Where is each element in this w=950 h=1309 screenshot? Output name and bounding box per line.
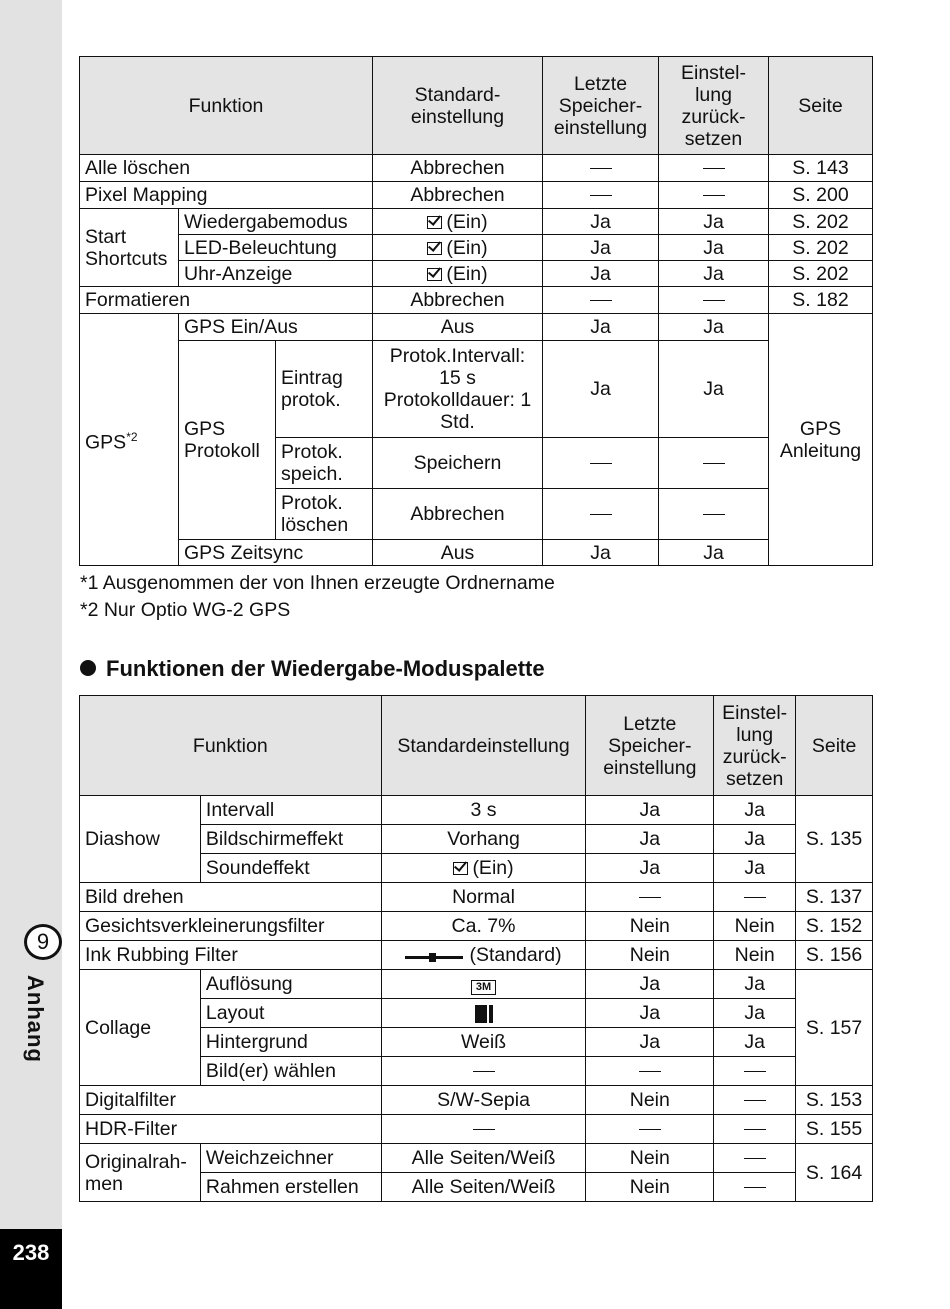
- row-reset: Ja: [659, 314, 769, 341]
- table-row: [80, 155, 873, 182]
- footnote-1: *1 Ausgenommen der von Ihnen erzeugte Ordnername: [80, 572, 555, 594]
- dash-mark: [703, 300, 725, 301]
- row-default: (Ein): [446, 236, 488, 259]
- dash-mark: [703, 195, 725, 196]
- table-row: [80, 1086, 873, 1115]
- row-default: Abbrechen: [373, 489, 543, 540]
- table-row: [80, 970, 873, 999]
- row-reset: Ja: [714, 825, 796, 854]
- row-memory: Ja: [543, 540, 659, 566]
- checkbox-icon: [427, 268, 442, 281]
- dash-mark: [744, 897, 766, 898]
- dash-mark: [639, 1071, 661, 1072]
- header-memory: Letzte Speicher-einstellung: [543, 57, 659, 155]
- settings-table-1: [79, 56, 873, 566]
- table-row: [80, 796, 873, 825]
- dash-mark: [639, 1129, 661, 1130]
- row-page: S. 137: [796, 883, 873, 912]
- row-memory: Ja: [586, 796, 714, 825]
- row-default: Abbrechen: [373, 182, 543, 209]
- row-memory: Ja: [543, 209, 659, 235]
- row-reset: Ja: [659, 209, 769, 235]
- row-memory: Ja: [543, 235, 659, 261]
- row-memory: Ja: [586, 825, 714, 854]
- row-name: Ink Rubbing Filter: [80, 941, 382, 970]
- row-name: Wiedergabemodus: [179, 209, 373, 235]
- chapter-number: 9: [24, 924, 62, 960]
- resolution-3m-icon: 3M: [471, 980, 496, 995]
- table-row: [80, 235, 873, 261]
- row-page: S. 156: [796, 941, 873, 970]
- row-default: Alle Seiten/Weiß: [381, 1144, 586, 1173]
- slider-icon: [405, 950, 463, 962]
- row-default: Normal: [381, 883, 586, 912]
- row-name: GPS Ein/Aus: [179, 314, 373, 341]
- section-heading: Funktionen der Wiedergabe-Moduspalette: [80, 656, 545, 682]
- row-memory: Ja: [586, 854, 714, 883]
- row-name: HDR-Filter: [80, 1115, 382, 1144]
- row-default: Abbrechen: [373, 287, 543, 314]
- row-name: Gesichtsverkleinerungsfilter: [80, 912, 382, 941]
- header-default: Standardeinstellung: [381, 696, 586, 796]
- row-name: Uhr-Anzeige: [179, 261, 373, 287]
- group-originalrahmen: Originalrah-men: [80, 1144, 201, 1202]
- row-name: Layout: [200, 999, 381, 1028]
- table-row: [80, 540, 873, 566]
- row-reset: Ja: [659, 540, 769, 566]
- row-name: Pixel Mapping: [80, 182, 373, 209]
- table-row: [80, 341, 873, 438]
- checkbox-icon: [453, 862, 468, 875]
- settings-table-2: [79, 695, 873, 1202]
- footnote-2: *2 Nur Optio WG-2 GPS: [80, 599, 291, 621]
- row-reset: Ja: [659, 235, 769, 261]
- row-memory: Nein: [586, 1144, 714, 1173]
- header-function: Funktion: [80, 696, 382, 796]
- row-name: Rahmen erstellen: [200, 1173, 381, 1202]
- page-number: 238: [12, 1240, 50, 1265]
- row-name: Hintergrund: [200, 1028, 381, 1057]
- group-gps: GPS$^{*2}$: [80, 314, 179, 566]
- row-page: S. 202: [769, 261, 873, 287]
- row-reset: Ja: [714, 970, 796, 999]
- group-start-shortcuts: Start Shortcuts: [80, 209, 179, 287]
- row-default: Speichern: [373, 438, 543, 489]
- header-function: Funktion: [80, 57, 373, 155]
- row-page: S. 157: [796, 970, 873, 1086]
- row-memory: Nein: [586, 912, 714, 941]
- row-default: Aus: [373, 540, 543, 566]
- row-name: Alle löschen: [80, 155, 373, 182]
- header-default: Standard-einstellung: [373, 57, 543, 155]
- header-reset: Einstel-lung zurück-setzen: [659, 57, 769, 155]
- row-page: S. 164: [796, 1144, 873, 1202]
- row-reset: Ja: [714, 854, 796, 883]
- row-memory: Ja: [543, 314, 659, 341]
- table-row: [80, 912, 873, 941]
- row-default: Alle Seiten/Weiß: [381, 1173, 586, 1202]
- group-gps-protokoll: GPS Protokoll: [179, 341, 276, 540]
- row-default: (Standard): [469, 944, 562, 966]
- row-default: Protok.Intervall: 15 s Protokolldauer: 1 Std.: [373, 341, 543, 438]
- dash-mark: [590, 514, 612, 515]
- row-page: S. 182: [769, 287, 873, 314]
- header-memory: Letzte Speicher-einstellung: [586, 696, 714, 796]
- row-memory: Ja: [543, 261, 659, 287]
- row-memory: Nein: [586, 1086, 714, 1115]
- table-row: [80, 182, 873, 209]
- dash-mark: [590, 300, 612, 301]
- row-page: S. 155: [796, 1115, 873, 1144]
- row-default: Aus: [373, 314, 543, 341]
- row-reset: Ja: [714, 796, 796, 825]
- dash-mark: [744, 1158, 766, 1159]
- row-name: Soundeffekt: [200, 854, 381, 883]
- row-default: Weiß: [381, 1028, 586, 1057]
- table-row: [80, 941, 873, 970]
- group-diashow: Diashow: [80, 796, 201, 883]
- table-row: [80, 209, 873, 235]
- dash-mark: [744, 1100, 766, 1101]
- dash-mark: [473, 1071, 495, 1072]
- row-page: S. 202: [769, 235, 873, 261]
- checkbox-icon: [427, 216, 442, 229]
- group-collage: Collage: [80, 970, 201, 1086]
- row-name: Protok. speich.: [276, 438, 373, 489]
- dash-mark: [590, 463, 612, 464]
- row-memory: Ja: [586, 970, 714, 999]
- dash-mark: [744, 1071, 766, 1072]
- table-row: [80, 314, 873, 341]
- header-page: Seite: [796, 696, 873, 796]
- row-name: Bild(er) wählen: [200, 1057, 381, 1086]
- row-page: S. 153: [796, 1086, 873, 1115]
- row-memory: Nein: [586, 1173, 714, 1202]
- row-name: Eintrag protok.: [276, 341, 373, 438]
- bullet-icon: [80, 660, 96, 676]
- row-reset: Nein: [714, 941, 796, 970]
- row-reset: Ja: [714, 999, 796, 1028]
- row-name: Formatieren: [80, 287, 373, 314]
- table-header-row: [80, 696, 873, 796]
- row-page: S. 143: [769, 155, 873, 182]
- row-default: Vorhang: [381, 825, 586, 854]
- row-default: Abbrechen: [373, 155, 543, 182]
- row-name: Bildschirmeffekt: [200, 825, 381, 854]
- checkbox-icon: [427, 242, 442, 255]
- dash-mark: [744, 1129, 766, 1130]
- row-default: (Ein): [472, 857, 514, 879]
- row-page: GPS Anleitung: [769, 314, 873, 566]
- row-reset: Ja: [659, 261, 769, 287]
- row-page: S. 135: [796, 796, 873, 883]
- header-reset: Einstel-lung zurück-setzen: [714, 696, 796, 796]
- row-memory: Ja: [586, 1028, 714, 1057]
- dash-mark: [703, 463, 725, 464]
- row-default: S/W-Sepia: [381, 1086, 586, 1115]
- row-default: (Ein): [446, 210, 488, 233]
- row-name: Protok. löschen: [276, 489, 373, 540]
- table-row: [80, 1115, 873, 1144]
- row-name: Bild drehen: [80, 883, 382, 912]
- table-row: [80, 287, 873, 314]
- dash-mark: [703, 514, 725, 515]
- table-row: [80, 883, 873, 912]
- row-memory: Nein: [586, 941, 714, 970]
- table-row: [80, 261, 873, 287]
- row-default: 3 s: [381, 796, 586, 825]
- dash-mark: [590, 195, 612, 196]
- dash-mark: [590, 168, 612, 169]
- row-name: GPS Zeitsync: [179, 540, 373, 566]
- row-memory: Ja: [586, 999, 714, 1028]
- row-name: Intervall: [200, 796, 381, 825]
- dash-mark: [703, 168, 725, 169]
- layout-icon: [475, 1005, 493, 1023]
- row-page: S. 202: [769, 209, 873, 235]
- row-name: Weichzeichner: [200, 1144, 381, 1173]
- footnote-mark: *2: [126, 429, 138, 444]
- table-header-row: [80, 57, 873, 155]
- table-row: [80, 1144, 873, 1173]
- row-memory: Ja: [543, 341, 659, 438]
- row-reset: Nein: [714, 912, 796, 941]
- row-name: Digitalfilter: [80, 1086, 382, 1115]
- row-default: (Ein): [446, 262, 488, 285]
- sidebar: [0, 0, 62, 1309]
- chapter-title: Anhang: [23, 975, 48, 1063]
- row-reset: Ja: [659, 341, 769, 438]
- dash-mark: [744, 1187, 766, 1188]
- row-page: S. 152: [796, 912, 873, 941]
- dash-mark: [639, 897, 661, 898]
- row-reset: Ja: [714, 1028, 796, 1057]
- header-page: Seite: [769, 57, 873, 155]
- dash-mark: [473, 1129, 495, 1130]
- row-page: S. 200: [769, 182, 873, 209]
- row-name: Auflösung: [200, 970, 381, 999]
- row-default: Ca. 7%: [381, 912, 586, 941]
- row-name: LED-Beleuchtung: [179, 235, 373, 261]
